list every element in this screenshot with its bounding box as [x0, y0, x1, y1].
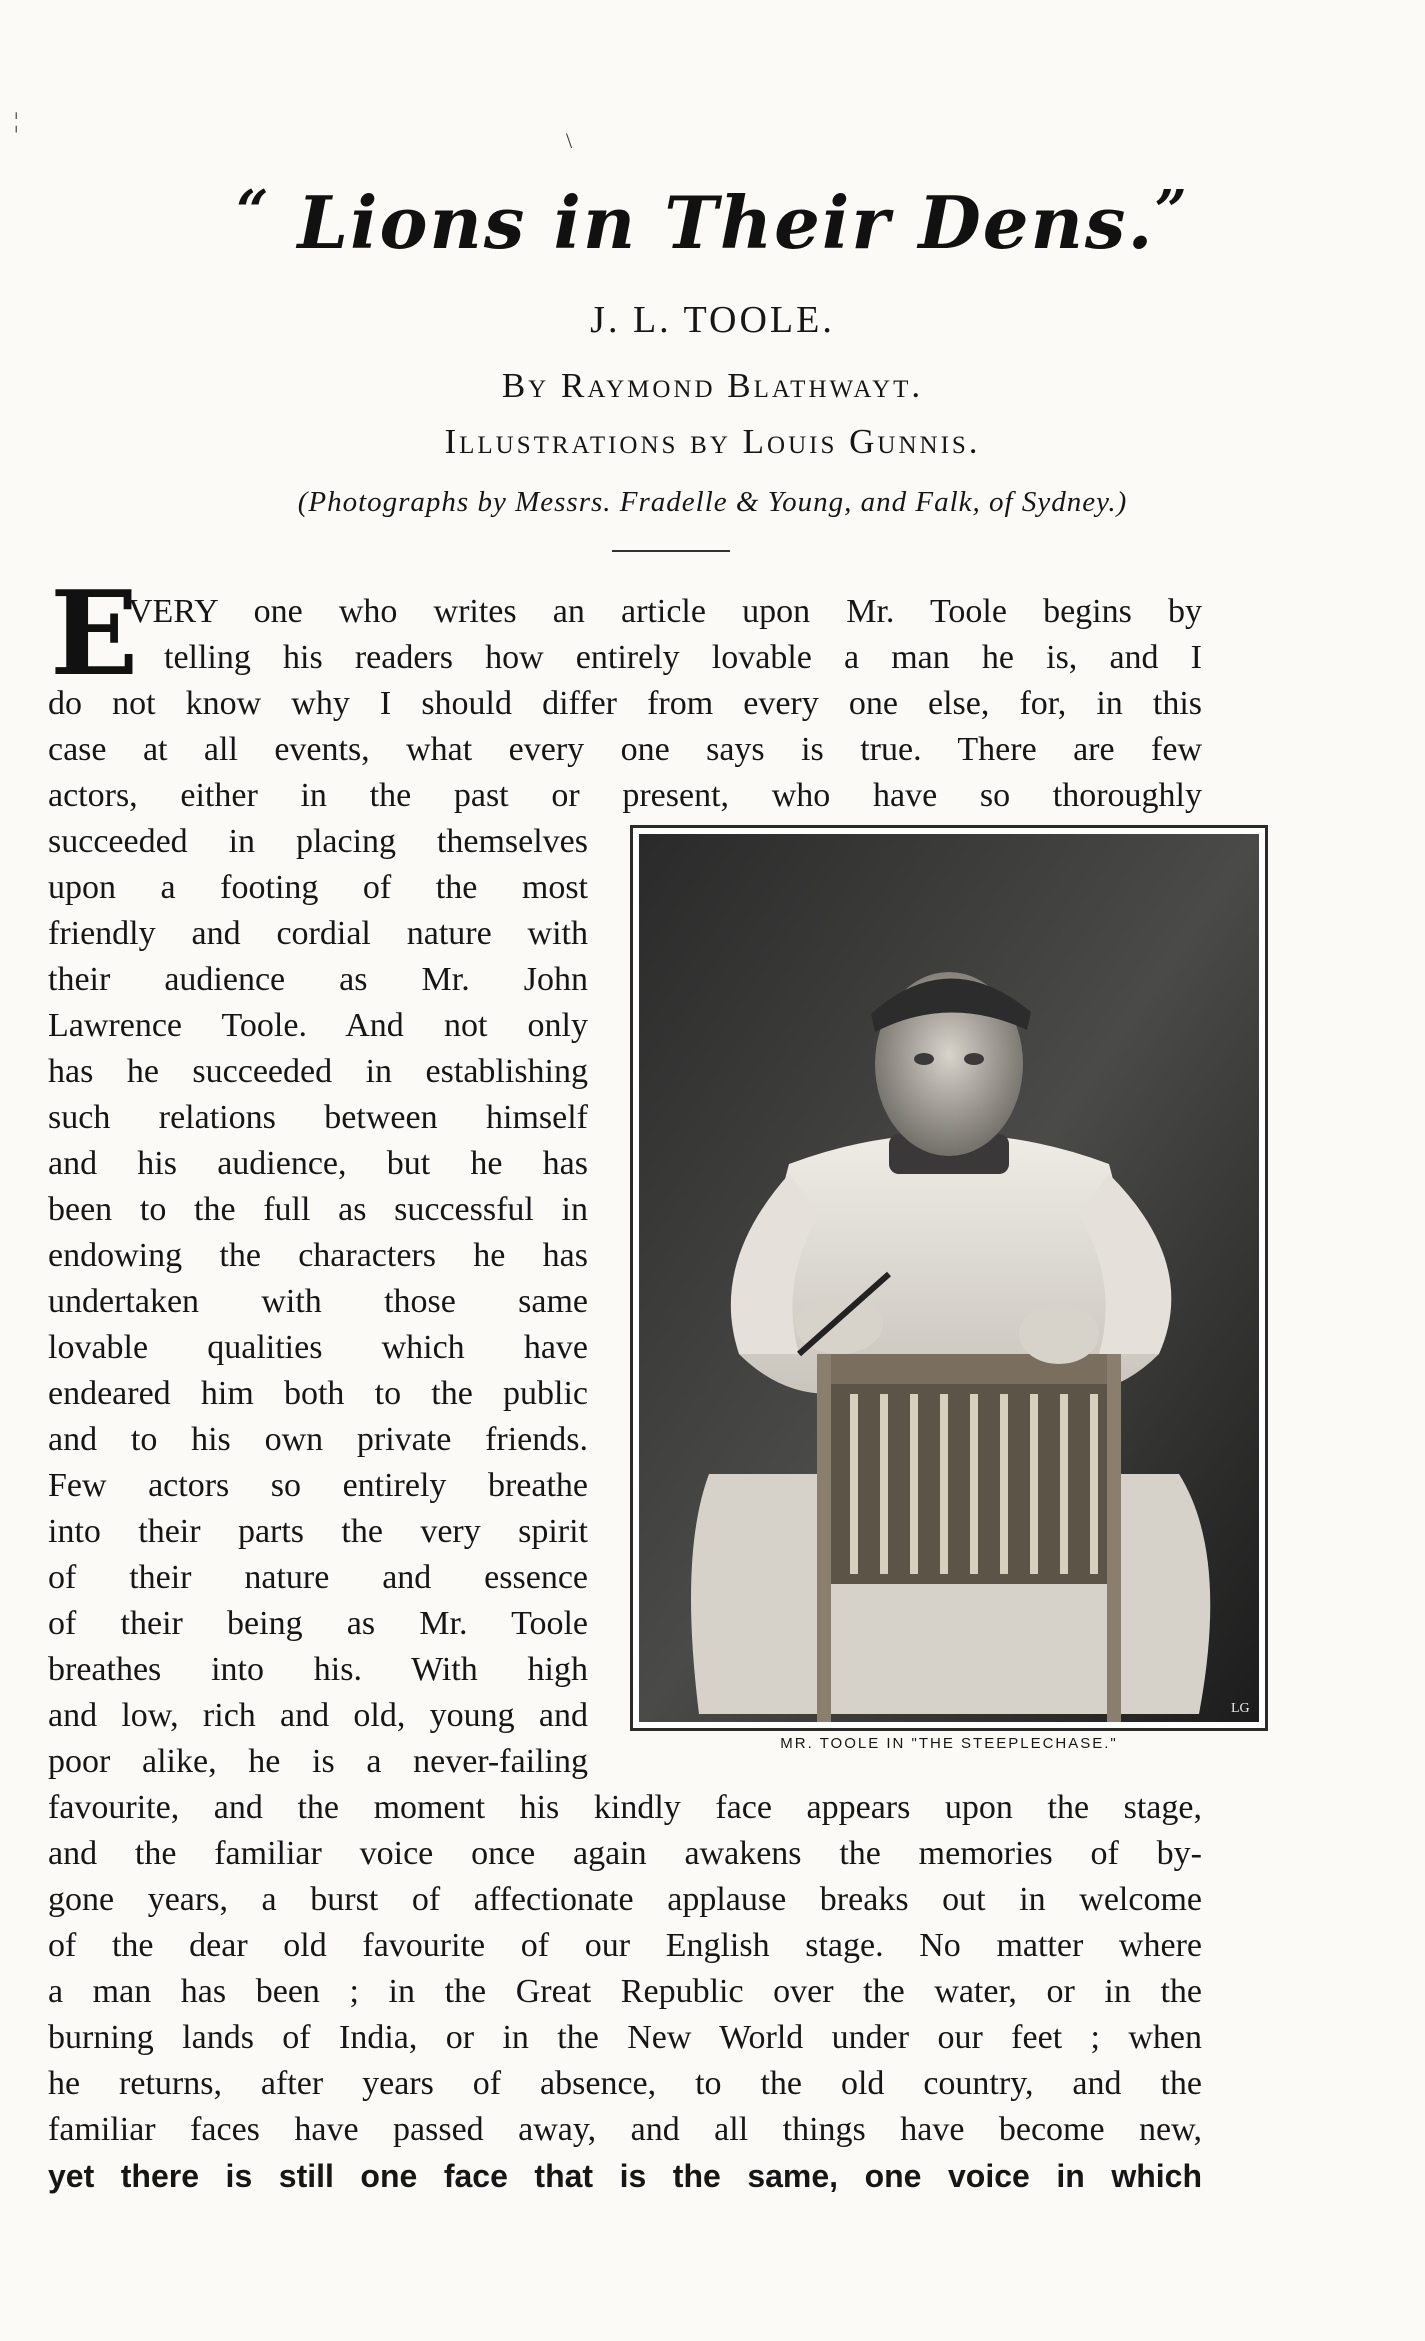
artist-signature: LG [1231, 1701, 1250, 1716]
text-line: friendly and cordial nature with [48, 915, 588, 952]
text-line: favourite, and the moment his kindly face appears upon the stage, [48, 1789, 1202, 1826]
photo-caption: MR. TOOLE IN "THE STEEPLECHASE." [780, 1735, 1118, 1752]
text-line: undertaken with those same [48, 1283, 588, 1320]
margin-mark: \ [566, 128, 573, 153]
text-line: and to his own private friends. [48, 1421, 588, 1458]
text-line: burning lands of India, or in the New World under our feet ; when [48, 2019, 1202, 2056]
right-hand [1019, 1304, 1099, 1364]
text-line: of the dear old favourite of our English stage. No matter where [48, 1927, 1202, 1964]
eye [964, 1053, 984, 1065]
text-line: upon a footing of the most [48, 869, 588, 906]
drop-cap: E [50, 566, 139, 702]
text-line: succeeded in placing themselves [48, 823, 588, 860]
text-line: their audience as Mr. John [48, 961, 588, 998]
text-line: familiar faces have passed away, and all things have become new, [48, 2111, 1202, 2148]
text-line: into their parts the very spirit [48, 1513, 588, 1550]
text-line: endowing the characters he has [48, 1237, 588, 1274]
photograph [630, 825, 1268, 1731]
article-subject: J. L. TOOLE. [590, 299, 835, 341]
article-title: “ Lions in Their Dens.” [236, 178, 1189, 265]
text-line: a man has been ; in the Great Republic over the water, or in the [48, 1973, 1202, 2010]
text-line: VERY one who writes an article upon Mr. Toole begins by [128, 593, 1202, 630]
chair-post [1107, 1354, 1121, 1722]
text-line: yet there is still one face that is the same, one voice in which [48, 2158, 1202, 2194]
text-line: telling his readers how entirely lovable a man he is, and I [164, 639, 1202, 676]
text-line: and his audience, but he has [48, 1145, 588, 1182]
text-line: has he succeeded in establishing [48, 1053, 588, 1090]
text-line: endeared him both to the public [48, 1375, 588, 1412]
text-line: such relations between himself [48, 1099, 588, 1136]
chair-post [817, 1354, 831, 1722]
text-line: do not know why I should differ from every one else, for, in this [48, 685, 1202, 722]
text-line: of their nature and essence [48, 1559, 588, 1596]
text-line: case at all events, what every one says is true. There are few [48, 731, 1202, 768]
illustrations-credit: Illustrations by Louis Gunnis. [444, 422, 981, 461]
margin-mark: ¦ [14, 108, 19, 133]
text-line: been to the full as successful in [48, 1191, 588, 1228]
photo-illustration [639, 834, 1259, 1722]
text-line: and the familiar voice once again awakens the memories of by- [48, 1835, 1202, 1872]
text-line: lovable qualities which have [48, 1329, 588, 1366]
title-divider [612, 550, 730, 552]
text-line: and low, rich and old, young and [48, 1697, 588, 1734]
text-line: of their being as Mr. Toole [48, 1605, 588, 1642]
text-line: actors, either in the past or present, who have so thoroughly [48, 777, 1202, 814]
text-line: Lawrence Toole. And not only [48, 1007, 588, 1044]
eye [914, 1053, 934, 1065]
photographs-credit: (Photographs by Messrs. Fradelle & Young, and Falk, of Sydney.) [297, 486, 1128, 518]
text-line: he returns, after years of absence, to the old country, and the [48, 2065, 1202, 2102]
text-line: poor alike, he is a never-failing [48, 1743, 588, 1780]
text-line: Few actors so entirely breathe [48, 1467, 588, 1504]
text-line: gone years, a burst of affectionate applause breaks out in welcome [48, 1881, 1202, 1918]
text-line: breathes into his. With high [48, 1651, 588, 1688]
byline: By Raymond Blathwayt. [501, 366, 924, 405]
article-title-text: Lions in Their Dens. [297, 180, 1155, 265]
